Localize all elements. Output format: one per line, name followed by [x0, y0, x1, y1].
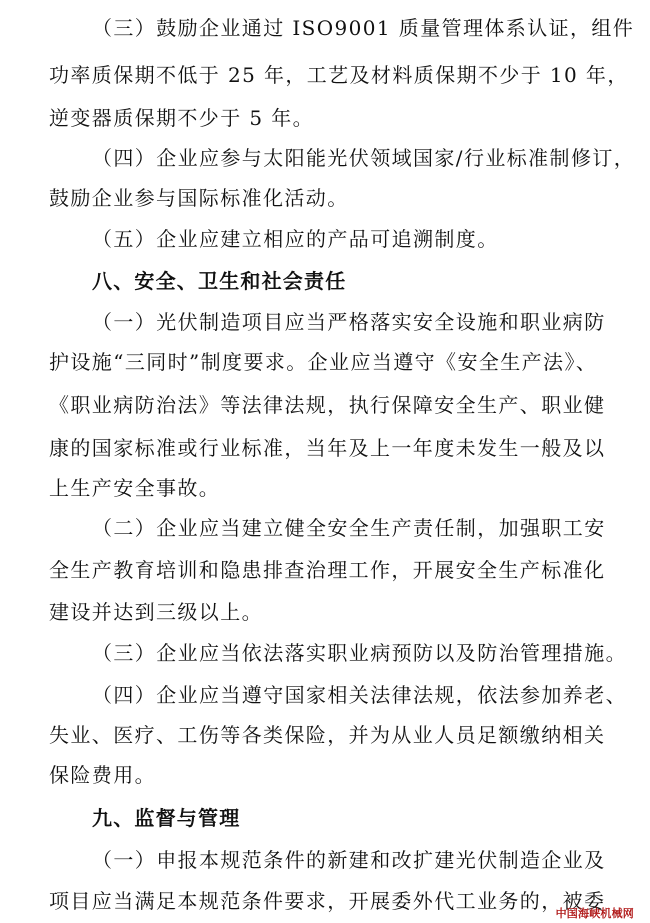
line-text: （三）鼓励企业通过 ISO9001 质量管理体系认证，组件 [92, 16, 635, 40]
line-text: （二）企业应当建立健全安全生产责任制，加强职工安 [92, 516, 606, 540]
line-text: （三）企业应当依法落实职业病预防以及防治管理措施。 [92, 641, 627, 665]
line-text: 《职业病防治法》等法律法规，执行保障安全生产、职业健 [49, 393, 606, 417]
line-text: 上生产安全事故。 [49, 476, 221, 500]
line-text: 失业、医疗、工伤等各类保险，并为从业人员足额缴纳相关 [49, 723, 606, 747]
line-text: 建设并达到三级以上。 [49, 600, 263, 624]
line-text: 逆变器质保期不少于 5 年。 [49, 106, 315, 130]
line-text: 项目应当满足本规范条件要求，开展委外代工业务的，被委 [49, 889, 606, 913]
line-text: 全生产教育培训和隐患排查治理工作，开展安全生产标准化 [49, 558, 606, 582]
line-text: 保险费用。 [49, 763, 156, 787]
line-text: 康的国家标准或行业标准，当年及上一年度未发生一般及以 [49, 436, 606, 460]
line-text: （一）光伏制造项目应当严格落实安全设施和职业病防 [92, 310, 606, 334]
line-text: （四）企业应参与太阳能光伏领域国家/行业标准制修订， [92, 146, 636, 170]
line-text: （四）企业应当遵守国家相关法律法规，依法参加养老、 [92, 683, 627, 707]
line-text: （五）企业应建立相应的产品可追溯制度。 [92, 227, 499, 251]
line-text: （一）申报本规范条件的新建和改扩建光伏制造企业及 [92, 848, 606, 872]
line-text: 功率质保期不低于 25 年，工艺及材料质保期不少于 10 年， [49, 63, 629, 87]
site-watermark: 中国海峡机械网 [555, 907, 634, 920]
line-text: 鼓励企业参与国际标准化活动。 [49, 186, 349, 210]
section-heading-text: 九、监督与管理 [92, 806, 241, 830]
line-text: 护设施“三同时”制度要求。企业应当遵守《安全生产法》、 [49, 350, 598, 374]
section-heading-text: 八、安全、卫生和社会责任 [92, 269, 347, 293]
